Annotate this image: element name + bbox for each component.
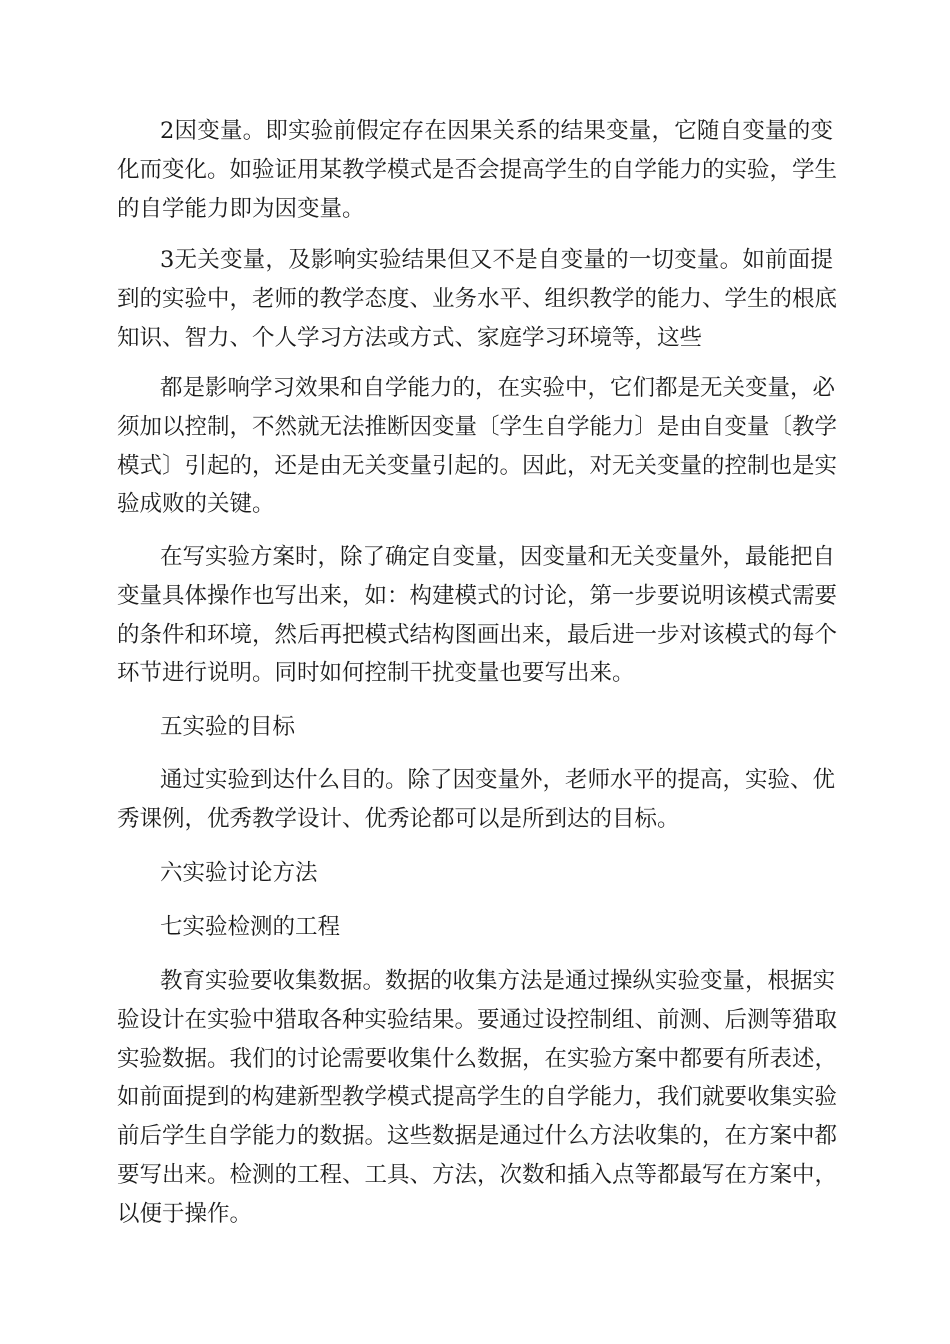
text-line: 的条件和环境，然后再把模式结构图画出来，最后进一步对该模式的每个	[117, 621, 838, 648]
section-heading: 六实验讨论方法	[160, 860, 318, 886]
text-line: 3无关变量，及影响实验结果但又不是自变量的一切变量。如前面提	[160, 247, 833, 273]
text-line: 要写出来。检测的工程、工具、方法，次数和插入点等都最写在方案中，	[117, 1161, 838, 1188]
paragraph-irrelevant-variable	[117, 241, 838, 357]
text-line: 在写实验方案时，除了确定自变量，因变量和无关变量外，最能把自	[160, 544, 836, 570]
heading-methods	[117, 854, 833, 893]
text-line: 秀课例，优秀教学设计、优秀论都可以是所到达的目标。	[117, 805, 680, 832]
text-line: 化而变化。如验证用某教学模式是否会提高学生的自学能力的实验，学生	[117, 156, 838, 183]
heading-goals	[117, 708, 833, 747]
text-line: 模式〕引起的，还是由无关变量引起的。因此，对无关变量的控制也是实	[117, 452, 838, 479]
heading-detection	[117, 908, 833, 947]
paragraph-plan-writing	[117, 538, 838, 693]
text-line: 实验数据。我们的讨论需要收集什么数据，在实验方案中都要有所表述，	[117, 1045, 838, 1072]
section-heading: 七实验检测的工程	[160, 914, 341, 940]
text-line: 知识、智力、个人学习方法或方式、家庭学习环境等，这些	[117, 324, 703, 351]
paragraph-goals	[117, 761, 836, 839]
paragraph-data-collection	[117, 962, 838, 1234]
text-line: 通过实验到达什么目的。除了因变量外，老师水平的提高，实验、优	[160, 767, 836, 793]
text-line: 2因变量。即实验前假定存在因果关系的结果变量，它随自变量的变	[160, 118, 833, 144]
text-line: 如前面提到的构建新型教学模式提高学生的自学能力，我们就要收集实验	[117, 1084, 838, 1111]
text-line: 教育实验要收集数据。数据的收集方法是通过操纵实验变量，根据实	[160, 968, 836, 994]
text-line: 环节进行说明。同时如何控制干扰变量也要写出来。	[117, 660, 635, 687]
text-line: 的自学能力即为因变量。	[117, 195, 365, 222]
text-line: 到的实验中，老师的教学态度、业务水平、组织教学的能力、学生的根底	[117, 285, 838, 312]
text-line: 验成败的关键。	[117, 491, 275, 518]
section-heading: 五实验的目标	[160, 714, 296, 740]
text-line: 以便于操作。	[117, 1200, 253, 1227]
text-line: 须加以控制，不然就无法推断因变量〔学生自学能力〕是由自变量〔教学	[117, 413, 838, 440]
paragraph-control	[117, 369, 838, 524]
text-line: 验设计在实验中猎取各种实验结果。要通过设控制组、前测、后测等猎取	[117, 1006, 838, 1033]
text-line: 前后学生自学能力的数据。这些数据是通过什么方法收集的，在方案中都	[117, 1123, 838, 1150]
paragraph-dependent-variable	[117, 112, 838, 228]
text-line: 变量具体操作也写出来，如：构建模式的讨论，第一步要说明该模式需要	[117, 582, 838, 609]
text-line: 都是影响学习效果和自学能力的，在实验中，它们都是无关变量，必	[160, 375, 836, 401]
